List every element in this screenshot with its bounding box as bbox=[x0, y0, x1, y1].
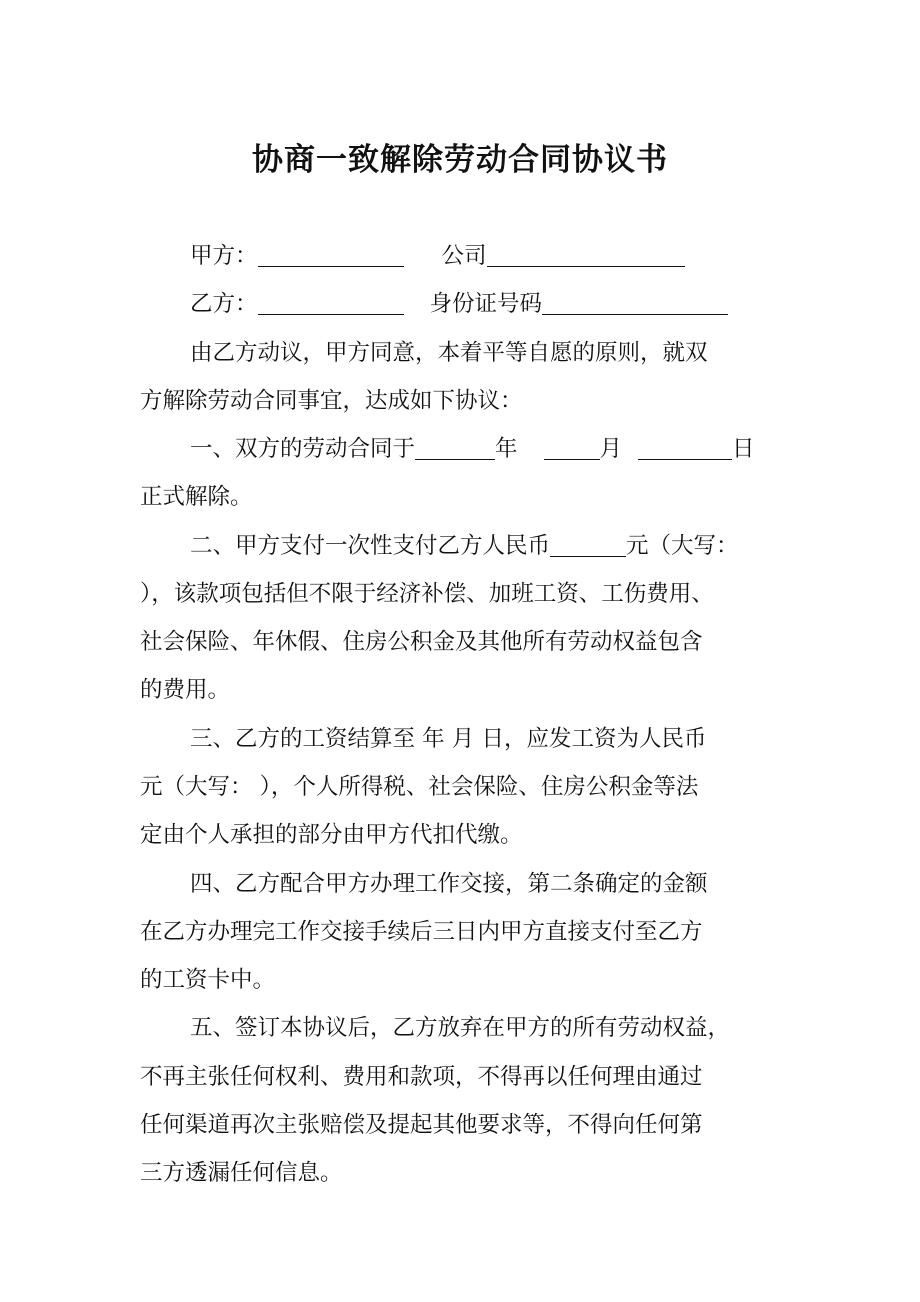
party-a-line bbox=[190, 241, 685, 271]
clause-3-line-1: 三、乙方的工资结算至 年 月 日，应发工资为人民币 bbox=[190, 726, 707, 752]
clause-1-day-blank bbox=[638, 435, 732, 460]
clause-1-day: 日 bbox=[732, 436, 755, 462]
clause-2-line-2: ），该款项包括但不限于经济补偿、加班工资、工伤费用、 bbox=[140, 581, 714, 607]
party-b-id-blank bbox=[542, 290, 728, 315]
document-title: 协商一致解除劳动合同协议书 bbox=[252, 142, 668, 178]
intro-line-1: 由乙方动议，甲方同意，本着平等自愿的原则，就双 bbox=[190, 340, 708, 366]
clause-1-prefix: 一、双方的劳动合同于 bbox=[190, 436, 416, 462]
party-a-label: 甲方： bbox=[190, 243, 258, 269]
party-a-company-blank bbox=[487, 242, 685, 267]
clause-1-line-2: 正式解除。 bbox=[140, 484, 253, 510]
clause-3-line-2: 元（大写： ），个人所得税、社会保险、住房公积金等法 bbox=[140, 774, 699, 800]
clause-2-suffix: 元（大写： bbox=[626, 533, 739, 559]
party-b-name-blank bbox=[258, 290, 404, 315]
party-b-line bbox=[190, 289, 728, 319]
clause-5-line-1: 五、签订本协议后，乙方放弃在甲方的所有劳动权益， bbox=[190, 1015, 731, 1041]
clause-1-month-blank bbox=[544, 435, 600, 460]
clause-5-line-3: 任何渠道再次主张赔偿及提起其他要求等，不得向任何第 bbox=[140, 1112, 703, 1138]
clause-4-line-3: 的工资卡中。 bbox=[140, 967, 276, 993]
clause-1-year-blank bbox=[415, 435, 495, 460]
clause-1-month: 月 bbox=[599, 436, 623, 462]
party-b-id-label: 身份证号码 bbox=[429, 291, 543, 317]
party-a-name-blank bbox=[258, 242, 404, 267]
clause-2-prefix: 二、甲方支付一次性支付乙方人民币 bbox=[190, 533, 551, 559]
clause-4-line-2: 在乙方办理完工作交接手续后三日内甲方直接支付至乙方 bbox=[140, 919, 703, 945]
clause-5-line-2: 不再主张任何权利、费用和款项，不得再以任何理由通过 bbox=[140, 1064, 703, 1090]
clause-1-line-1 bbox=[190, 434, 755, 464]
party-a-company-label: 公司 bbox=[441, 243, 487, 269]
clause-2-line-3: 社会保险、年休假、住房公积金及其他所有劳动权益包含 bbox=[140, 629, 703, 655]
clause-1-year: 年 bbox=[495, 436, 518, 462]
clause-2-amount-blank bbox=[550, 532, 626, 557]
intro-line-2: 方解除劳动合同事宜，达成如下协议： bbox=[140, 388, 523, 414]
clause-3-line-3: 定由个人承担的部分由甲方代扣代缴。 bbox=[140, 822, 523, 848]
clause-2-line-1 bbox=[190, 531, 739, 561]
clause-5-line-4: 三方透漏任何信息。 bbox=[140, 1160, 343, 1186]
clause-2-line-4: 的费用。 bbox=[140, 677, 231, 703]
clause-4-line-1: 四、乙方配合甲方办理工作交接，第二条确定的金额 bbox=[190, 871, 708, 897]
party-b-label: 乙方： bbox=[190, 291, 258, 317]
